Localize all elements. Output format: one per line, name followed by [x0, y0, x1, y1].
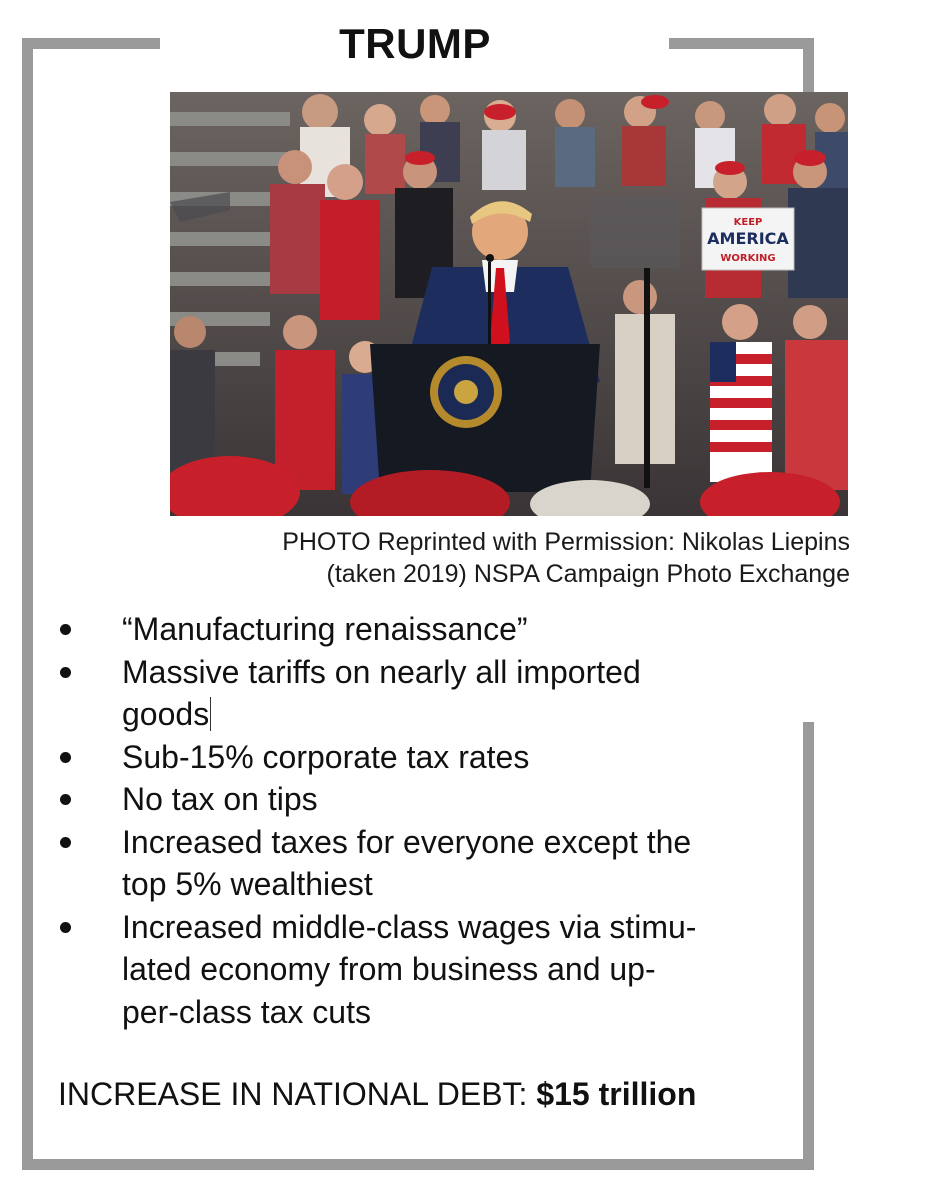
bullet-dot [60, 667, 71, 678]
list-item-line: Massive tariffs on nearly all imported [122, 653, 641, 690]
rally-photo [170, 92, 848, 516]
bullet-dot [60, 922, 71, 933]
text-cursor [210, 697, 211, 731]
sign-line-1: KEEP [733, 217, 763, 228]
photo-caption [150, 526, 850, 590]
debt-label: INCREASE IN NATIONAL DEBT: [58, 1076, 537, 1112]
caption-line-2: (taken 2019) NSPA Campaign Photo Exchange [326, 560, 850, 588]
list-item [56, 736, 756, 779]
list-item-text: Sub-15% corporate tax rates [122, 738, 530, 775]
list-item-line: lated economy from business and up- [122, 951, 656, 987]
frame-left [22, 38, 33, 1170]
list-item [56, 608, 756, 651]
list-item-text: No tax on tips [122, 781, 318, 817]
page-title: TRUMP [339, 20, 491, 67]
policy-list [56, 608, 756, 1033]
list-item-line: top 5% wealthiest [122, 866, 373, 902]
bullet-dot [60, 752, 71, 763]
list-item-text: “Manufacturing renaissance” [122, 611, 528, 647]
sign-line-3: WORKING [720, 253, 776, 264]
sign-line-2: AMERICA [707, 229, 789, 248]
frame-right-lower [803, 722, 814, 1170]
list-item [56, 778, 756, 821]
bullet-dot [60, 837, 71, 848]
list-item [56, 651, 756, 736]
frame-top-left [22, 38, 160, 49]
list-item [56, 821, 756, 906]
list-item-line: Increased taxes for everyone except the [122, 823, 692, 860]
list-item [56, 906, 756, 1034]
bullet-dot [60, 794, 71, 805]
list-item-line: goods [122, 696, 210, 732]
debt-value: $15 trillion [536, 1076, 697, 1112]
national-debt-line [58, 1076, 798, 1113]
frame-bottom [22, 1159, 814, 1170]
list-item-line: per-class tax cuts [122, 993, 371, 1030]
bullet-dot [60, 624, 71, 635]
list-item-line: Increased middle-class wages via stimu- [122, 908, 697, 945]
frame-top-right [669, 38, 814, 49]
caption-line-1: PHOTO Reprinted with Permission: Nikolas Liepins [282, 528, 850, 556]
frame-right-upper [803, 38, 814, 92]
